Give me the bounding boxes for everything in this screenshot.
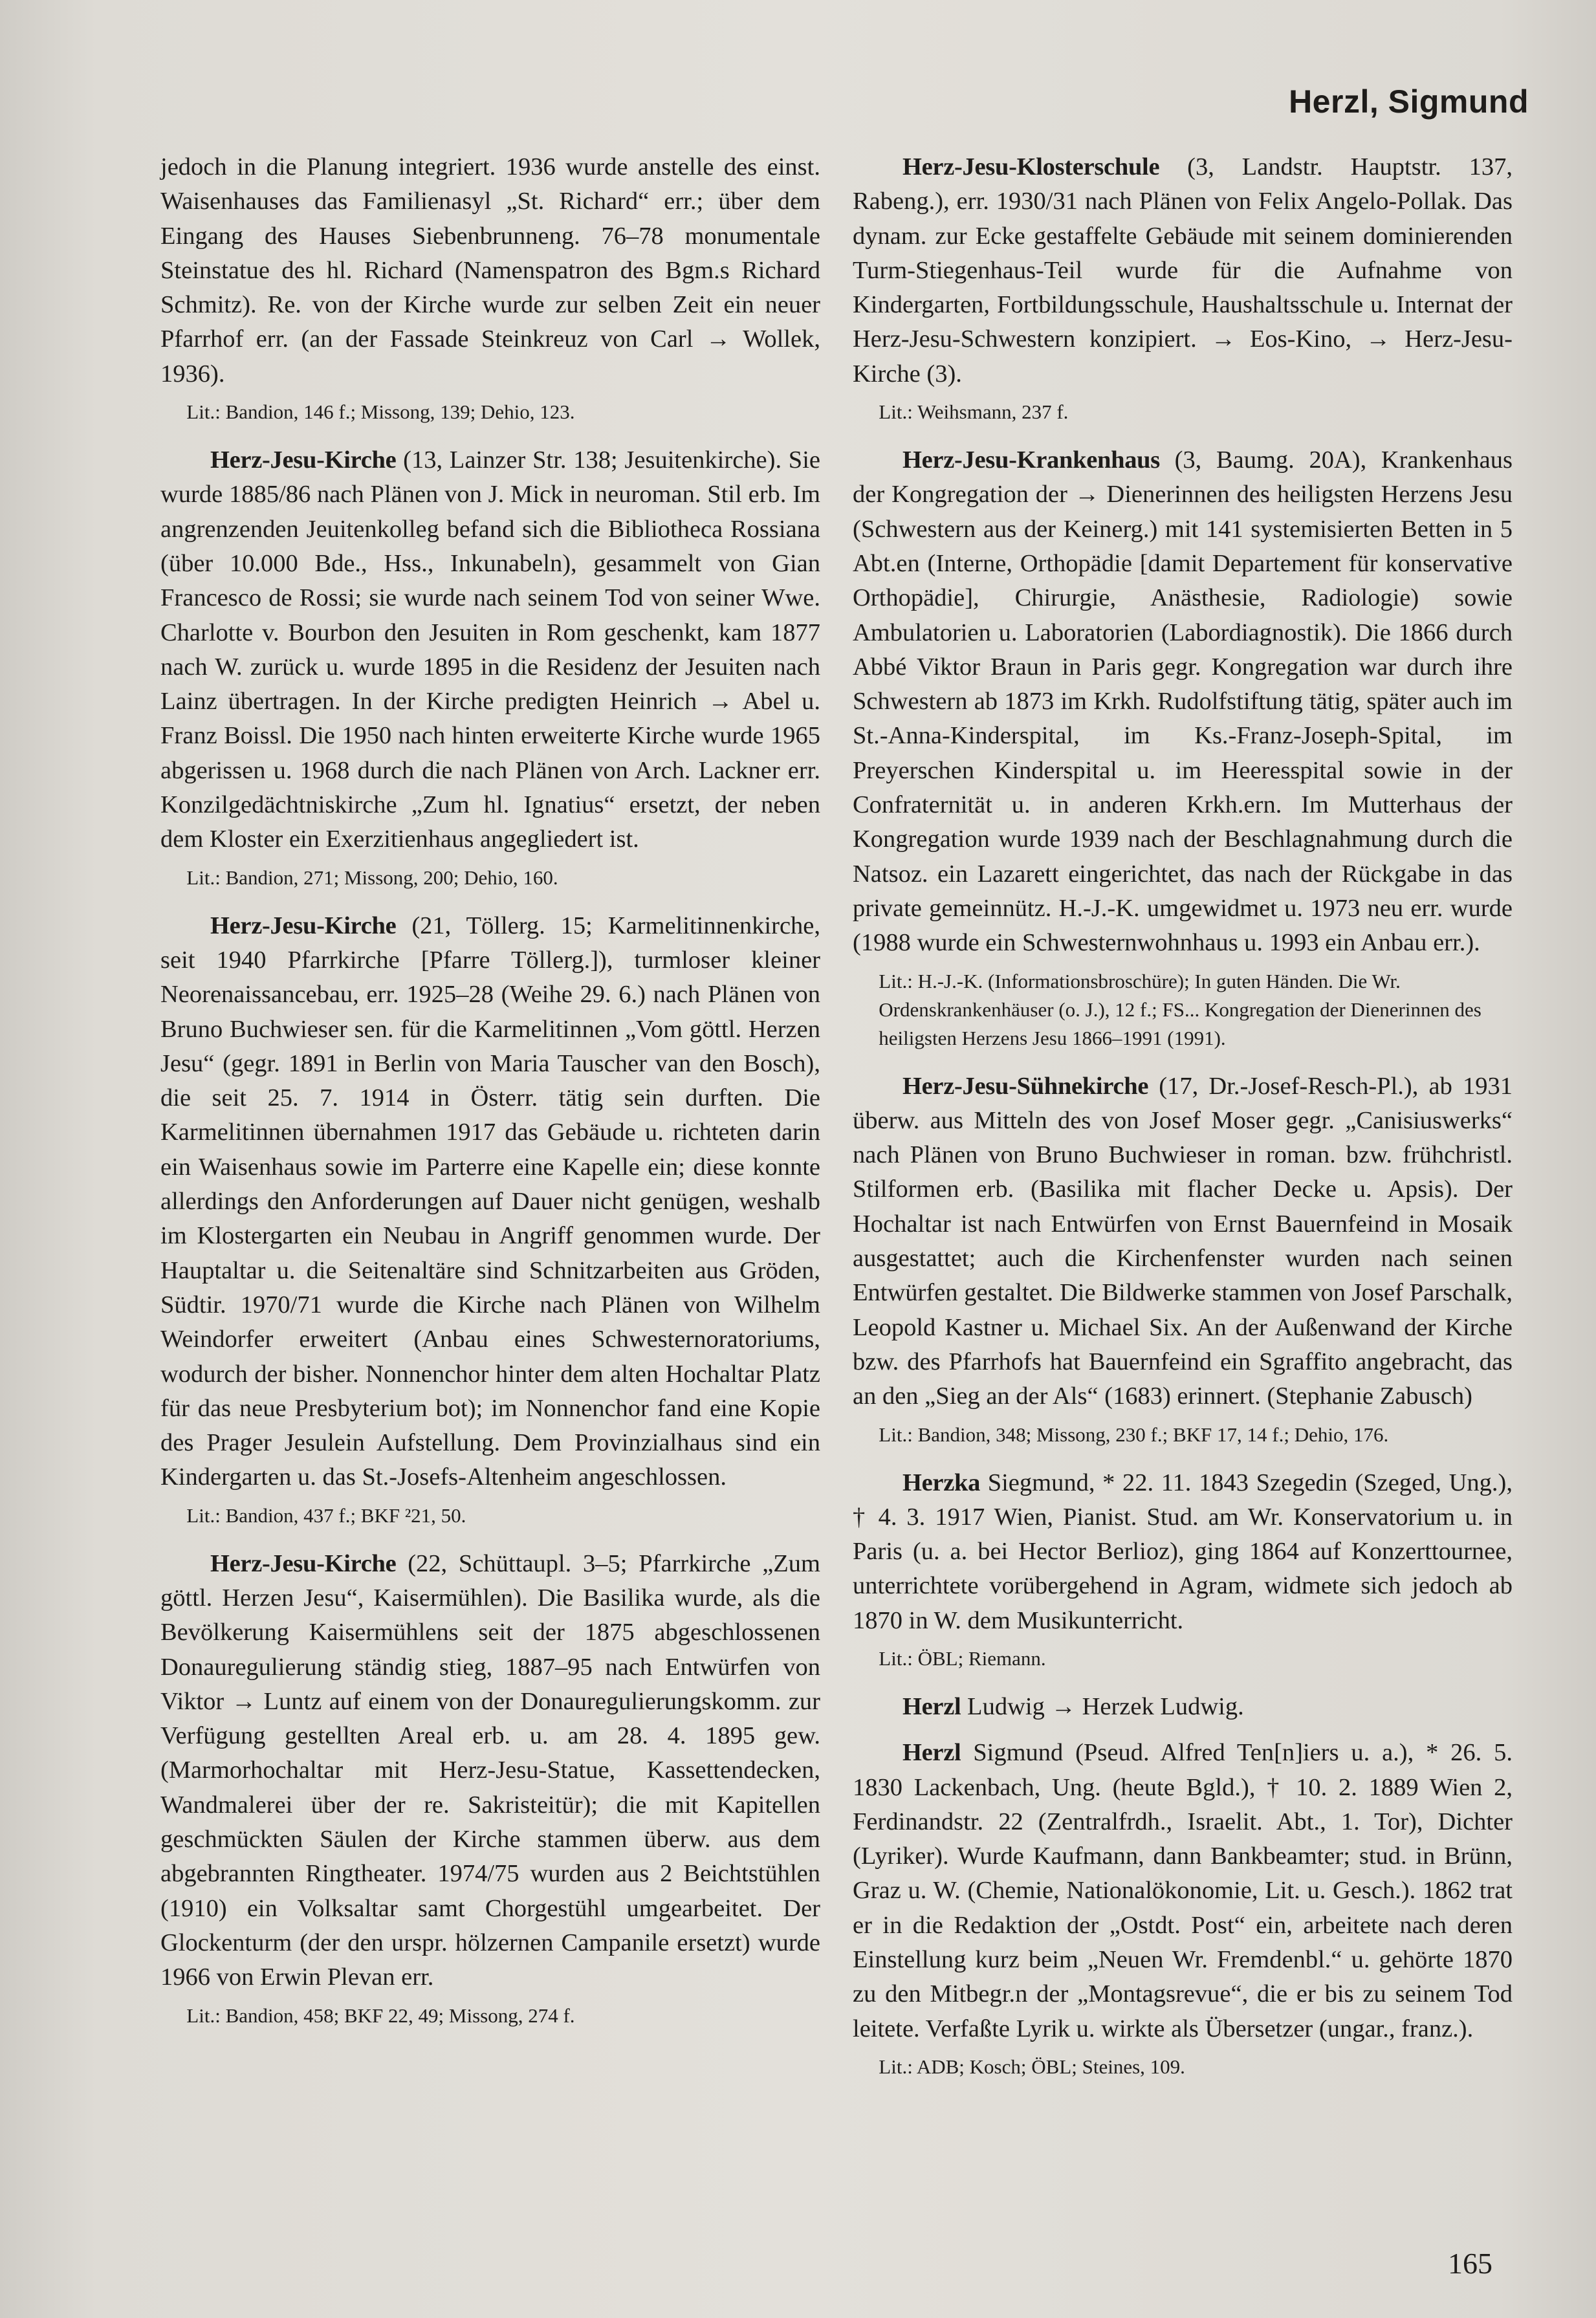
entry-herz-jesu-klosterschule [853,150,1513,391]
entry-text: (17, Dr.-Josef-Resch-Pl.), ab 1931 überw. aus Mitteln des von Josef Moser gegr. „Canisiuswerks“ nach Plänen von Bruno Buchwieser in roman. bzw. frühchristl. Stilformen erb. (Basilika mit flacher Decke u. Apsis). Der Hochaltar ist nach Entwürfen von Ernst Bauernfeind in Mosaik ausgestattet; auch die Kirchenfenster wurden nach seinen Entwürfen gestaltet. Die Bildwerke stammen von Josef Parschalk, Leopold Kastner u. Michael Six. An der Außenwand der Kirche bzw. des Pfarrhofs hat Bauernfeind ein Sgraffito angebracht, das an den „Sieg an der Als“ (1683) erinnert. (Stephanie Zabusch) [853,1072,1513,1410]
literature-reference: Lit.: Bandion, 437 f.; BKF ²21, 50. [186,1503,466,1527]
entry-herzka-siegmund [853,1466,1513,1638]
entry-text: (22, Schüttaupl. 3–5; Pfarrkirche „Zum göttl. Herzen Jesu“, Kaisermühlen). Die Basilika wurde, als die Bevölkerung Kaisermühlens seit der 1875 abgeschlossenen Donauregulierung ständig stieg, 1887–95 nach Entwürfen von Viktor → Luntz auf einem von der Donauregulierungskomm. zur Verfügung gestellten Areal erb. u. am 28. 4. 1895 gew. (Marmorhochaltar mit Herz-Jesu-Statue, Kassettendecken, Wandmalerei über der re. Sakristeitür); die mit Kapitellen geschmückten Säulen der Kirche stammen überw. aus dem abgebrannten Ringtheater. 1974/75 wurden aus 2 Beichtstühlen (1910) ein Volksaltar samt Chorgestühl umgearbeitet. Der Glockenturm (der den urspr. hölzernen Campanile ersetzt) wurde 1966 von Erwin Plevan err. [160,1549,820,1991]
entry-headword: Herz-Jesu-Kirche [210,446,397,474]
literature-reference: Lit.: ÖBL; Riemann. [879,1646,1046,1670]
entry-text: Siegmund, * 22. 11. 1843 Szegedin (Szeged, Ung.), † 4. 3. 1917 Wien, Pianist. Stud. am Wr. Konservatorium u. in Paris (u. a. bei Hector Berlioz), ging 1864 auf Konzerttournee, unterrichtete vorübergehend in Agram, widmete sich jedoch ab 1870 in W. dem Musikunterricht. [853,1469,1513,1634]
entry-herz-jesu-krankenhaus [853,443,1513,960]
literature-reference: Lit.: Bandion, 271; Missong, 200; Dehio, 160. [186,866,558,889]
entry-headword: Herzl [902,1692,961,1720]
entry-headword: Herzl [902,1739,961,1767]
entry-headword: Herz-Jesu-Kirche [210,1549,397,1577]
entry-text: jedoch in die Planung integriert. 1936 wurde anstelle des einst. Waisenhauses das Familienasyl „St. Richard“ err.; über dem Eingang des Hauses Siebenbrunneng. 76–78 monumentale Steinstatue des hl. Richard (Namenspatron des Bgm.s Richard Schmitz). Re. von der Kirche wurde zur selben Zeit ein neuer Pfarrhof err. (an der Fassade Steinkreuz von Carl → Wollek, 1936). [160,153,820,388]
entry-herz-jesu-suehnekirche [853,1069,1513,1414]
entry-headword: Herz-Jesu-Krankenhaus [902,446,1160,474]
running-head: Herzl, Sigmund [1289,83,1529,120]
literature-reference: Lit.: Bandion, 348; Missong, 230 f.; BKF 17, 14 f.; Dehio, 176. [879,1423,1389,1446]
entry-herz-jesu-kirche-22 [160,1547,820,1995]
entry-headword: Herz-Jesu-Klosterschule [902,153,1160,180]
entry-text: (3, Baumg. 20A), Krankenhaus der Kongregation der → Dienerinnen des heiligsten Herzens Jesu (Schwestern aus der Keinerg.) mit 141 systemisierten Betten in 5 Abt.en (Interne, Orthopädie [damit Departement für konservative Orthopädie], Chirurgie, Anästhesie, Radiologie) sowie Ambulatorien u. Laboratorien (Labordiagnostik). Die 1866 durch Abbé Viktor Braun in Paris gegr. Kongregation war durch ihre Schwestern ab 1873 im Krkh. Rudolfstiftung tätig, später auch im St.-Anna-Kinderspital, im Ks.-Franz-Joseph-Spital, im Preyerschen Kinderspital u. im Heeresspital sowie in der Confraternität u. in anderen Krkh.ern. Im Mutterhaus der Kongregation wurde 1939 nach der Beschlagnahmung durch die Natsoz. ein Lazarett eingerichtet, das nach der Rückgabe in das private gemeinnütz. H.-J.-K. umgewidmet u. 1973 neu err. wurde (1988 wurde ein Schwesternwohnhaus u. 1993 ein Anbau err.). [853,446,1513,957]
entry-herzl-ludwig [853,1690,1513,1724]
entry-continuation [160,150,820,391]
literature-reference: Lit.: Bandion, 146 f.; Missong, 139; Dehio, 123. [186,400,575,424]
literature-reference: Lit.: Weihsmann, 237 f. [879,400,1069,424]
entry-text: (13, Lainzer Str. 138; Jesuitenkirche). Sie wurde 1885/86 nach Plänen von J. Mick in neuroman. Stil erb. Im angrenzenden Jeuitenkolleg befand sich die Bibliotheca Rossiana (über 10.000 Bde., Hss., Inkunabeln), gesammelt von Gian Francesco de Rossi; sie wurde nach seinem Tod von seiner Wwe. Charlotte v. Bourbon den Jesuiten in Rom geschenkt, kam 1877 nach W. zurück u. wurde 1895 in die Residenz der Jesuiten nach Lainz übertragen. In der Kirche predigten Heinrich → Abel u. Franz Boissl. Die 1950 nach hinten erweiterte Kirche wurde 1965 abgerissen u. 1968 durch die nach Plänen von Arch. Lackner err. Konzilgedächtniskirche „Zum hl. Ignatius“ ersetzt, der neben dem Kloster ein Exerzitienhaus angegliedert ist. [160,446,820,853]
page-number: 165 [1448,2247,1492,2280]
entry-herz-jesu-kirche-21 [160,909,820,1495]
entry-text: Ludwig → Herzek Ludwig. [961,1692,1244,1720]
literature-reference: Lit.: Bandion, 458; BKF 22, 49; Missong, 274 f. [186,2004,575,2027]
entry-text: (3, Landstr. Hauptstr. 137, Rabeng.), err. 1930/31 nach Plänen von Felix Angelo-Pollak. Das dynam. zur Ecke gestaffelte Gebäude mit seinem dominierenden Turm-Stiegenhaus-Teil wurde für die Aufnahme von Kindergarten, Fortbildungsschule, Haushaltsschule u. Internat der Herz-Jesu-Schwestern konzipiert. → Eos-Kino, → Herz-Jesu-Kirche (3). [853,153,1513,388]
entry-headword: Herz-Jesu-Kirche [210,912,397,939]
right-column [853,150,1513,2098]
entry-headword: Herz-Jesu-Sühnekirche [902,1072,1149,1100]
literature-reference: Lit.: H.-J.-K. (Informationsbroschüre); In guten Händen. Die Wr. Ordenskrankenhäuser (o. J.), 12 f.; FS... Kongregation der Dienerinnen des heiligsten Herzens Jesu 1866–1991 (1991). [879,969,1481,1049]
literature-reference: Lit.: ADB; Kosch; ÖBL; Steines, 109. [879,2055,1185,2078]
entry-herzl-sigmund [853,1736,1513,2046]
left-column [160,150,820,2047]
entry-text: (21, Töllerg. 15; Karmelitinnenkirche, seit 1940 Pfarrkirche [Pfarre Töllerg.]), turmloser kleiner Neorenaissancebau, err. 1925–28 (Weihe 29. 6.) nach Plänen von Bruno Buchwieser sen. für die Karmelitinnen „Vom göttl. Herzen Jesu“ (gegr. 1891 in Berlin von Maria Tauscher van den Bosch), die seit 25. 7. 1914 in Österr. tätig sein durften. Die Karmelitinnen übernahmen 1917 das Gebäude u. richteten darin ein Waisenhaus sowie im Parterre eine Kapelle ein; diese konnte allerdings den Anforderungen auf Dauer nicht genügen, weshalb im Klostergarten ein Neubau in Angriff genommen wurde. Der Hauptaltar u. die Seitenaltäre sind Schnitzarbeiten aus Gröden, Südtir. 1970/71 wurde die Kirche nach Plänen von Wilhelm Weindorfer erweitert (Anbau eines Schwesternoratoriums, wodurch der bisher. Nonnenchor hinter dem alten Hochaltar Platz für das neue Presbyterium bot); im Nonnenchor fand eine Kopie des Prager Jesulein Aufstellung. Dem Provinzialhaus sind ein Kindergarten u. das St.-Josefs-Altenheim angeschlossen. [160,912,820,1491]
entry-herz-jesu-kirche-13 [160,443,820,857]
entry-text: Sigmund (Pseud. Alfred Ten[n]iers u. a.), * 26. 5. 1830 Lackenbach, Ung. (heute Bgld.), † 10. 2. 1889 Wien 2, Ferdinandstr. 22 (Zentralfrdh., Israelit. Abt., 1. Tor), Dichter (Lyriker). Wurde Kaufmann, dann Bankbeamter; stud. in Brünn, Graz u. W. (Chemie, Nationalökonomie, Lit. u. Gesch.). 1862 trat er in die Redaktion der „Ostdt. Post“ ein, arbeitete nach deren Einstellung kurz beim „Neuen Wr. Fremdenbl.“ u. gehörte 1870 zu den Mitbegr.n der „Montagsrevue“, die er bis zu seinem Tod leitete. Verfaßte Lyrik u. wirkte als Übersetzer (ungar., franz.). [853,1739,1513,2042]
entry-headword: Herzka [902,1469,981,1496]
